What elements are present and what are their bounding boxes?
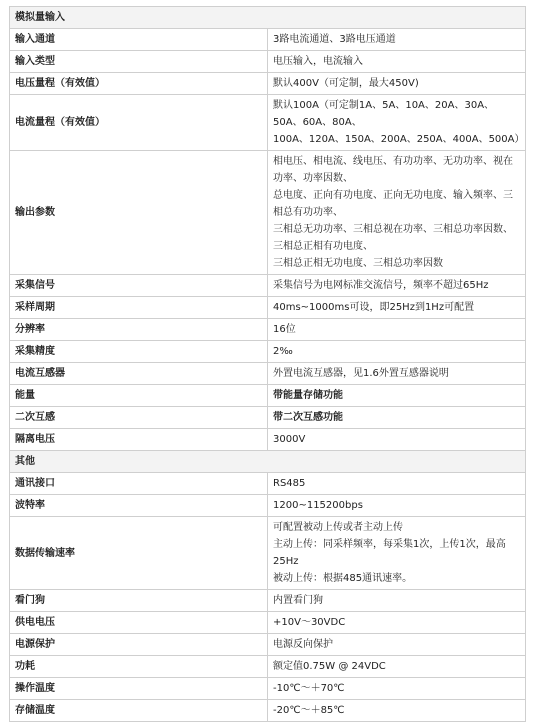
spec-row bbox=[10, 319, 526, 341]
spec-label: 供电电压 bbox=[10, 612, 268, 634]
spec-row bbox=[10, 151, 526, 275]
spec-row bbox=[10, 385, 526, 407]
spec-value-line: -20℃～＋85℃ bbox=[273, 705, 345, 716]
spec-value-line: 相电压、相电流、线电压、有功功率、无功功率、视在功率、功率因数、 bbox=[273, 156, 513, 184]
spec-row bbox=[10, 429, 526, 451]
spec-label: 分辨率 bbox=[10, 319, 268, 341]
spec-value-line: 默认400V（可定制，最大450V) bbox=[273, 78, 419, 89]
spec-value bbox=[268, 341, 526, 363]
spec-label: 电流互感器 bbox=[10, 363, 268, 385]
spec-value-line: 3000V bbox=[273, 434, 306, 445]
spec-value bbox=[268, 29, 526, 51]
spec-label: 采集精度 bbox=[10, 341, 268, 363]
section-header-row bbox=[10, 7, 526, 29]
spec-value bbox=[268, 634, 526, 656]
spec-value-line: 1200~115200bps bbox=[273, 500, 363, 511]
spec-value-line: 40ms~1000ms可设，即25Hz到1Hz可配置 bbox=[273, 302, 475, 313]
section-title: 其他 bbox=[10, 451, 526, 473]
spec-label: 输入类型 bbox=[10, 51, 268, 73]
spec-value bbox=[268, 297, 526, 319]
spec-row bbox=[10, 517, 526, 590]
spec-value bbox=[268, 473, 526, 495]
spec-value-line: 默认100A（可定制1A、5A、10A、20A、30A、50A、60A、80A、 bbox=[273, 100, 495, 128]
spec-row bbox=[10, 95, 526, 151]
spec-label: 输入通道 bbox=[10, 29, 268, 51]
spec-value-line: 总电度、正向有功电度、正向无功电度、输入频率、三相总有功功率、 bbox=[273, 190, 513, 218]
spec-label: 采样周期 bbox=[10, 297, 268, 319]
spec-value-line: 带能量存储功能 bbox=[273, 390, 343, 401]
spec-value-line: 电源反向保护 bbox=[273, 639, 333, 650]
spec-value-line: 16位 bbox=[273, 324, 296, 335]
spec-row bbox=[10, 678, 526, 700]
spec-label: 隔离电压 bbox=[10, 429, 268, 451]
spec-value bbox=[268, 95, 526, 151]
spec-label: 电压量程（有效值） bbox=[10, 73, 268, 95]
spec-value-line: 带二次互感功能 bbox=[273, 412, 343, 423]
spec-row bbox=[10, 634, 526, 656]
spec-value bbox=[268, 495, 526, 517]
spec-value-line: 100A、120A、150A、200A、250A、400A、500A） bbox=[273, 134, 525, 145]
spec-value bbox=[268, 363, 526, 385]
spec-row bbox=[10, 29, 526, 51]
spec-value-line: -10℃～＋70℃ bbox=[273, 683, 345, 694]
spec-value bbox=[268, 656, 526, 678]
spec-label: 功耗 bbox=[10, 656, 268, 678]
spec-value-line: 额定值0.75W @ 24VDC bbox=[273, 661, 386, 672]
spec-value-line: 电压输入，电流输入 bbox=[273, 56, 363, 67]
spec-value-line: +10V～30VDC bbox=[273, 617, 346, 628]
spec-row bbox=[10, 612, 526, 634]
spec-value bbox=[268, 612, 526, 634]
spec-value bbox=[268, 151, 526, 275]
spec-row bbox=[10, 73, 526, 95]
section-header-row bbox=[10, 451, 526, 473]
spec-row bbox=[10, 51, 526, 73]
spec-label: 通讯接口 bbox=[10, 473, 268, 495]
spec-value-line: 被动上传：根据485通讯速率。 bbox=[273, 573, 413, 584]
spec-label: 存储温度 bbox=[10, 700, 268, 722]
spec-value-line: 内置看门狗 bbox=[273, 595, 323, 606]
spec-label: 二次互感 bbox=[10, 407, 268, 429]
spec-label: 能量 bbox=[10, 385, 268, 407]
spec-label: 波特率 bbox=[10, 495, 268, 517]
spec-value bbox=[268, 73, 526, 95]
spec-value-line: 可配置被动上传或者主动上传 bbox=[273, 522, 403, 533]
spec-label: 电流量程（有效值） bbox=[10, 95, 268, 151]
spec-row bbox=[10, 495, 526, 517]
spec-label: 采集信号 bbox=[10, 275, 268, 297]
spec-value-line: 采集信号为电网标准交流信号，频率不超过65Hz bbox=[273, 280, 489, 291]
spec-row bbox=[10, 341, 526, 363]
spec-value-line: 三相总正相无功电度、三相总功率因数 bbox=[273, 258, 443, 269]
spec-value-line: 三相总无功功率、三相总视在功率、三相总功率因数、三相总正相有功电度、 bbox=[273, 224, 513, 252]
spec-value-line: 2‰ bbox=[273, 346, 293, 357]
spec-value bbox=[268, 275, 526, 297]
spec-row bbox=[10, 656, 526, 678]
spec-row bbox=[10, 473, 526, 495]
spec-table-body bbox=[10, 7, 526, 722]
section-title: 模拟量输入 bbox=[10, 7, 526, 29]
spec-row bbox=[10, 590, 526, 612]
spec-label: 操作温度 bbox=[10, 678, 268, 700]
spec-value bbox=[268, 51, 526, 73]
spec-row bbox=[10, 700, 526, 722]
spec-label: 电源保护 bbox=[10, 634, 268, 656]
spec-value bbox=[268, 700, 526, 722]
spec-row bbox=[10, 297, 526, 319]
spec-value bbox=[268, 429, 526, 451]
spec-row bbox=[10, 407, 526, 429]
spec-value-line: RS485 bbox=[273, 478, 306, 489]
spec-value-line: 主动上传：同采样频率，每采集1次，上传1次，最高25Hz bbox=[273, 539, 506, 567]
spec-row bbox=[10, 363, 526, 385]
spec-label: 输出参数 bbox=[10, 151, 268, 275]
spec-value-line: 3路电流通道、3路电压通道 bbox=[273, 34, 396, 45]
spec-value bbox=[268, 319, 526, 341]
spec-value bbox=[268, 517, 526, 590]
spec-value bbox=[268, 407, 526, 429]
spec-label: 看门狗 bbox=[10, 590, 268, 612]
spec-table bbox=[9, 6, 526, 722]
spec-value bbox=[268, 385, 526, 407]
spec-value bbox=[268, 590, 526, 612]
spec-row bbox=[10, 275, 526, 297]
spec-label: 数据传输速率 bbox=[10, 517, 268, 590]
spec-value bbox=[268, 678, 526, 700]
spec-value-line: 外置电流互感器，见1.6外置互感器说明 bbox=[273, 368, 449, 379]
